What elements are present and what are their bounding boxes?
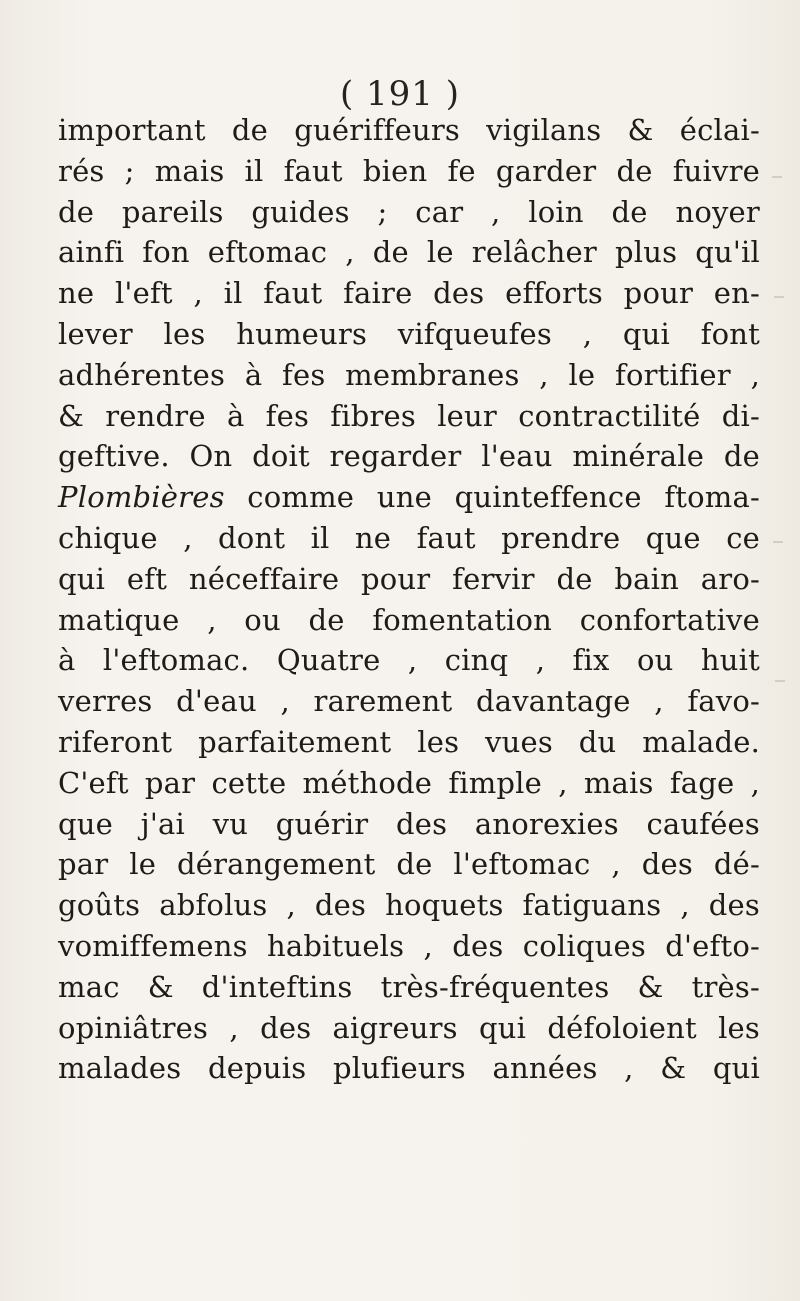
text-line: malades depuis plufieurs années , & qui [58,1051,760,1086]
body-text [58,110,760,1089]
ink-bleed-mark [773,541,783,543]
text-line: C'eft par cette méthode fimple , mais fage , [58,765,760,800]
ink-bleed-mark [774,296,784,298]
text-line: chique , dont il ne faut prendre que ce [58,520,760,555]
text-line: adhérentes à fes membranes , le fortifier , [58,357,760,392]
text-line: vomiffemens habituels , des coliques d'efto- [58,928,760,963]
ink-bleed-mark [772,176,782,178]
text-line: opiniâtres , des aigreurs qui défoloient les [58,1010,760,1045]
text-line: ainfi fon eftomac , de le relâcher plus qu'il [58,235,760,270]
text-line: lever les humeurs vifqueufes , qui font [58,316,760,351]
text-line: riferont parfaitement les vues du malade. [58,724,760,759]
text-line: goûts abfolus , des hoquets fatiguans , des [58,888,760,923]
place-name: Plombières [58,480,225,515]
text-line: qui eft néceffaire pour fervir de bain aro- [58,561,760,596]
text-line: important de guériffeurs vigilans & éclai- [58,113,760,147]
text-line: de pareils guides ; car , loin de noyer [58,194,760,229]
text-line: geftive. On doit regarder l'eau minérale de [58,439,760,474]
text-line: matique , ou de fomentation confortative [58,602,760,637]
text-line: verres d'eau , rarement davantage , favo- [58,684,760,719]
text-line: mac & d'inteftins très-fréquentes & très- [58,969,760,1004]
text-line: par le dérangement de l'eftomac , des dé- [58,847,760,882]
ink-bleed-mark [775,680,785,682]
text-fragment: comme une quinteffence ftoma- [224,480,760,515]
text-line: à l'eftomac. Quatre , cinq , fix ou huit [58,643,760,678]
text-line: que j'ai vu guérir des anorexies caufées [58,806,760,841]
text-line: & rendre à fes fibres leur contractilité di- [58,398,760,433]
text-line: rés ; mais il faut bien fe garder de fuivre [58,153,760,188]
text-line: ne l'eft , il faut faire des efforts pour en- [58,276,760,311]
text-line [58,477,760,518]
page-number: ( 191 ) [339,74,461,114]
